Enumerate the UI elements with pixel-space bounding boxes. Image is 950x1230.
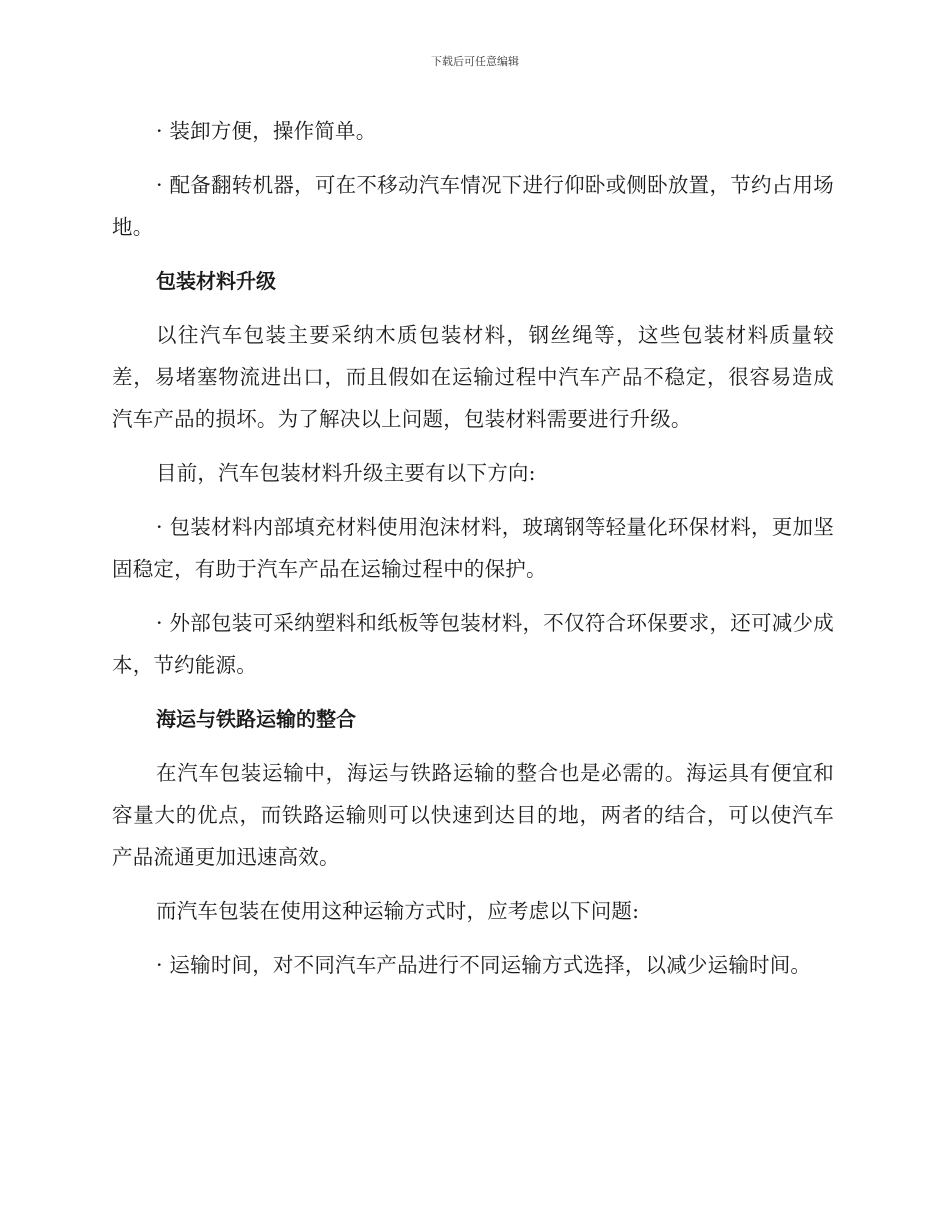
body-paragraph: 以往汽车包装主要采纳木质包装材料，钢丝绳等，这些包装材料质量较差，易堵塞物流进出口，而且假如在运输过程中汽车产品不稳定，很容易造成汽车产品的损坏。为了解决以上问题，包装材料需要进行升级。 [112,323,834,431]
body-paragraph: 而汽车包装在使用这种运输方式时，应考虑以下问题: [156,899,640,923]
bullet-paragraph: · 外部包装可采纳塑料和纸板等包装材料，不仅符合环保要求，还可减少成本，节约能源。 [112,611,834,677]
body-paragraph: 在汽车包装运输中，海运与铁路运输的整合也是必需的。海运具有便宜和容量大的优点，而铁路运输则可以快速到达目的地，两者的结合，可以使汽车产品流通更加迅速高效。 [112,761,834,869]
body-paragraph: 目前，汽车包装材料升级主要有以下方向: [156,461,536,485]
page-header: 下载后可任意编辑 [431,55,519,68]
section-heading: 包装材料升级 [156,269,276,293]
section-heading: 海运与铁路运输的整合 [156,707,356,731]
bullet-paragraph: · 配备翻转机器，可在不移动汽车情况下进行仰卧或侧卧放置，节约占用场地。 [112,173,834,239]
document-body [112,110,834,998]
bullet-paragraph: · 装卸方便，操作简单。 [156,119,377,143]
bullet-paragraph: · 包装材料内部填充材料使用泡沫材料，玻璃钢等轻量化环保材料，更加坚固稳定，有助于汽车产品在运输过程中的保护。 [112,515,834,581]
bullet-paragraph: · 运输时间，对不同汽车产品进行不同运输方式选择，以减少运输时间。 [156,953,812,977]
